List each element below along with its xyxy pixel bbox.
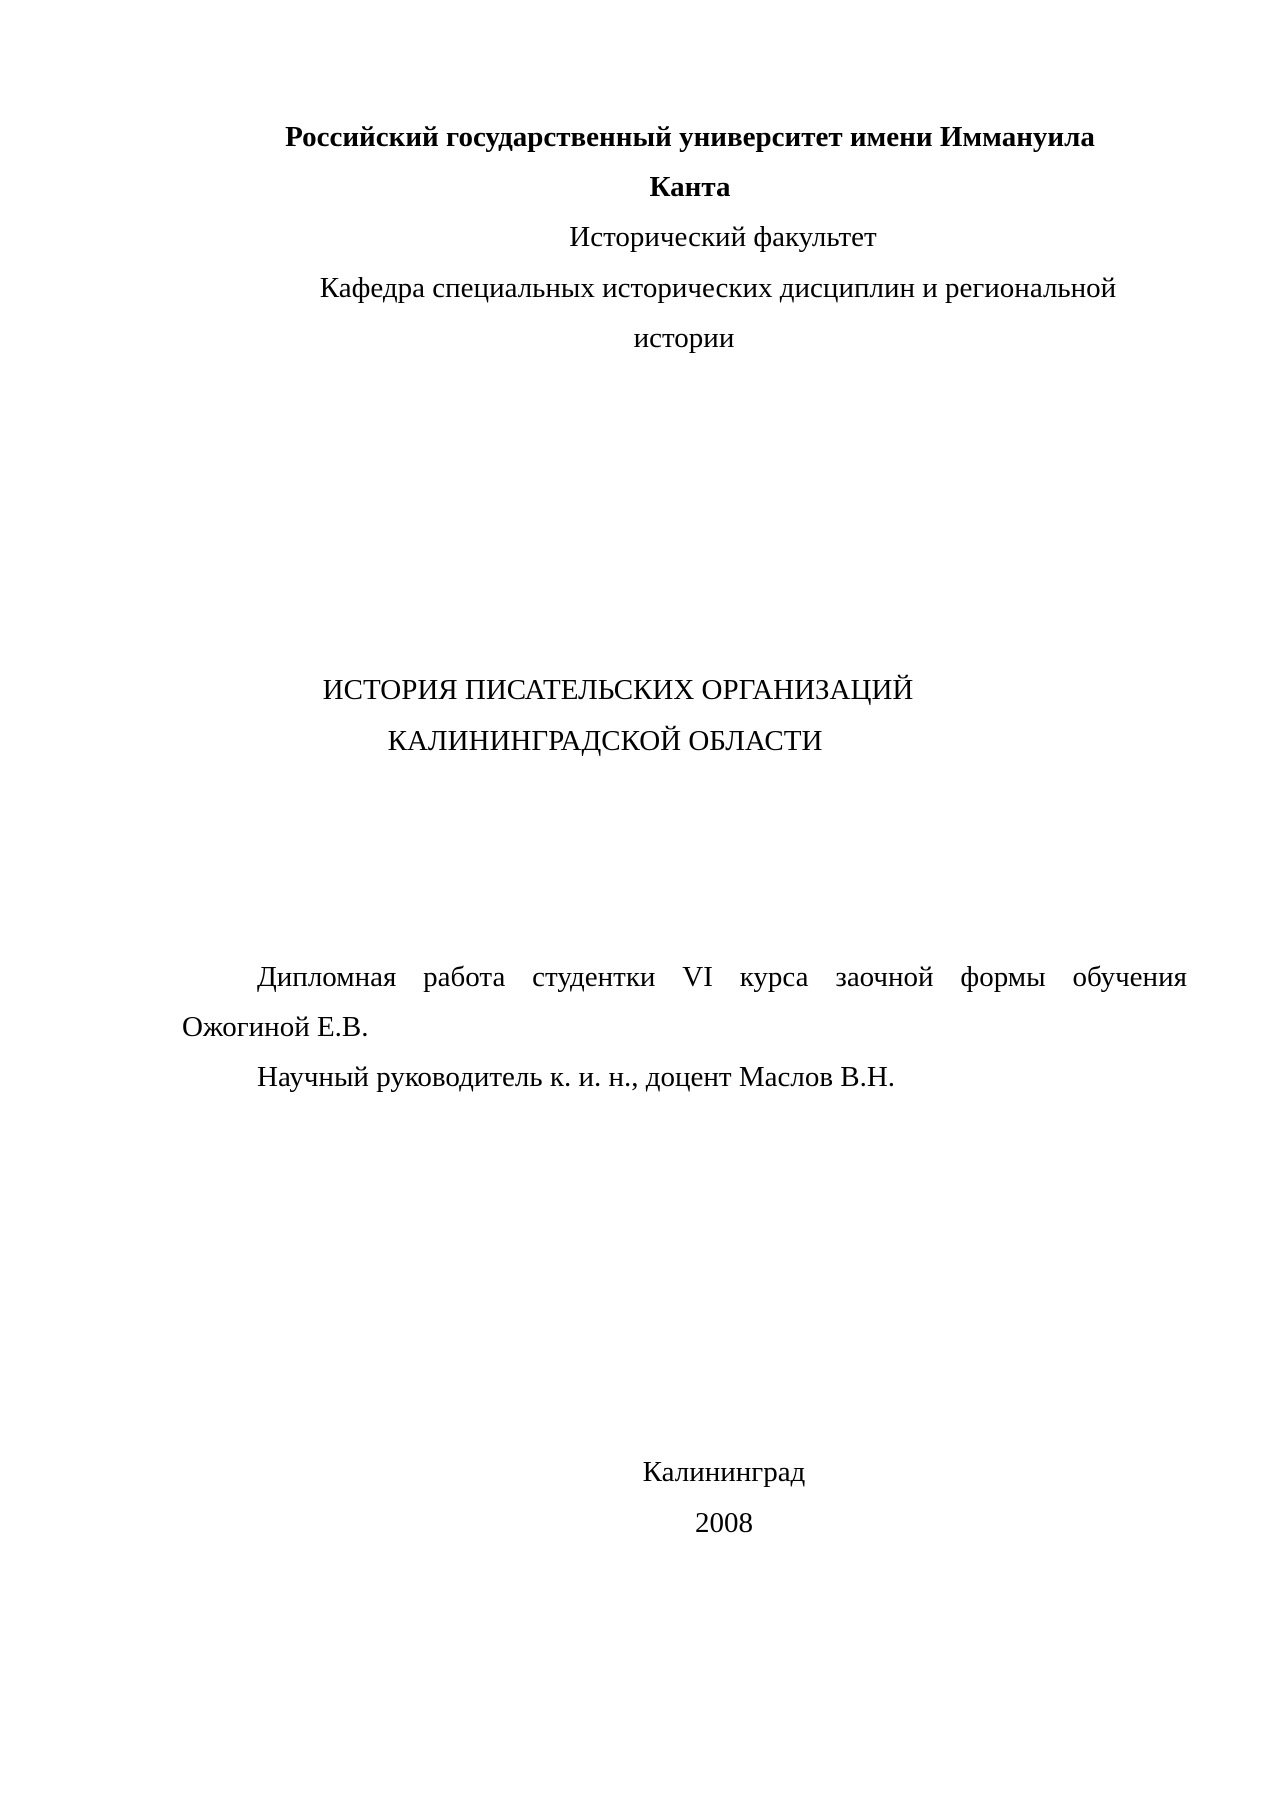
thesis-author: Ожогиной Е.В. [182, 1011, 369, 1043]
thesis-word: VI [682, 961, 713, 993]
city: Калининград [642, 1456, 806, 1488]
thesis-supervisor: Научный руководитель к. и. н., доцент Маслов В.Н. [257, 1061, 896, 1093]
thesis-word: студентки [532, 961, 656, 993]
thesis-description-line1 [257, 960, 1187, 994]
thesis-title-line2: КАЛИНИНГРАДСКОЙ ОБЛАСТИ [387, 725, 823, 757]
thesis-title-line1: ИСТОРИЯ ПИСАТЕЛЬСКИХ ОРГАНИЗАЦИЙ [322, 674, 914, 706]
thesis-word: курса [739, 961, 809, 993]
faculty-name: Исторический факультет [569, 221, 877, 253]
thesis-word: работа [423, 961, 506, 993]
year: 2008 [695, 1507, 753, 1539]
department-name-line1: Кафедра специальных исторических дисциплин и региональной [319, 272, 1117, 304]
university-name-line1: Российский государственный университет имени Иммануила [285, 121, 1095, 153]
thesis-word: Дипломная [257, 961, 397, 993]
thesis-word: обучения [1072, 961, 1187, 993]
thesis-word: заочной [835, 961, 934, 993]
university-name-line2: Канта [649, 171, 731, 203]
thesis-word: формы [960, 961, 1046, 993]
department-name-line2: истории [633, 322, 735, 354]
